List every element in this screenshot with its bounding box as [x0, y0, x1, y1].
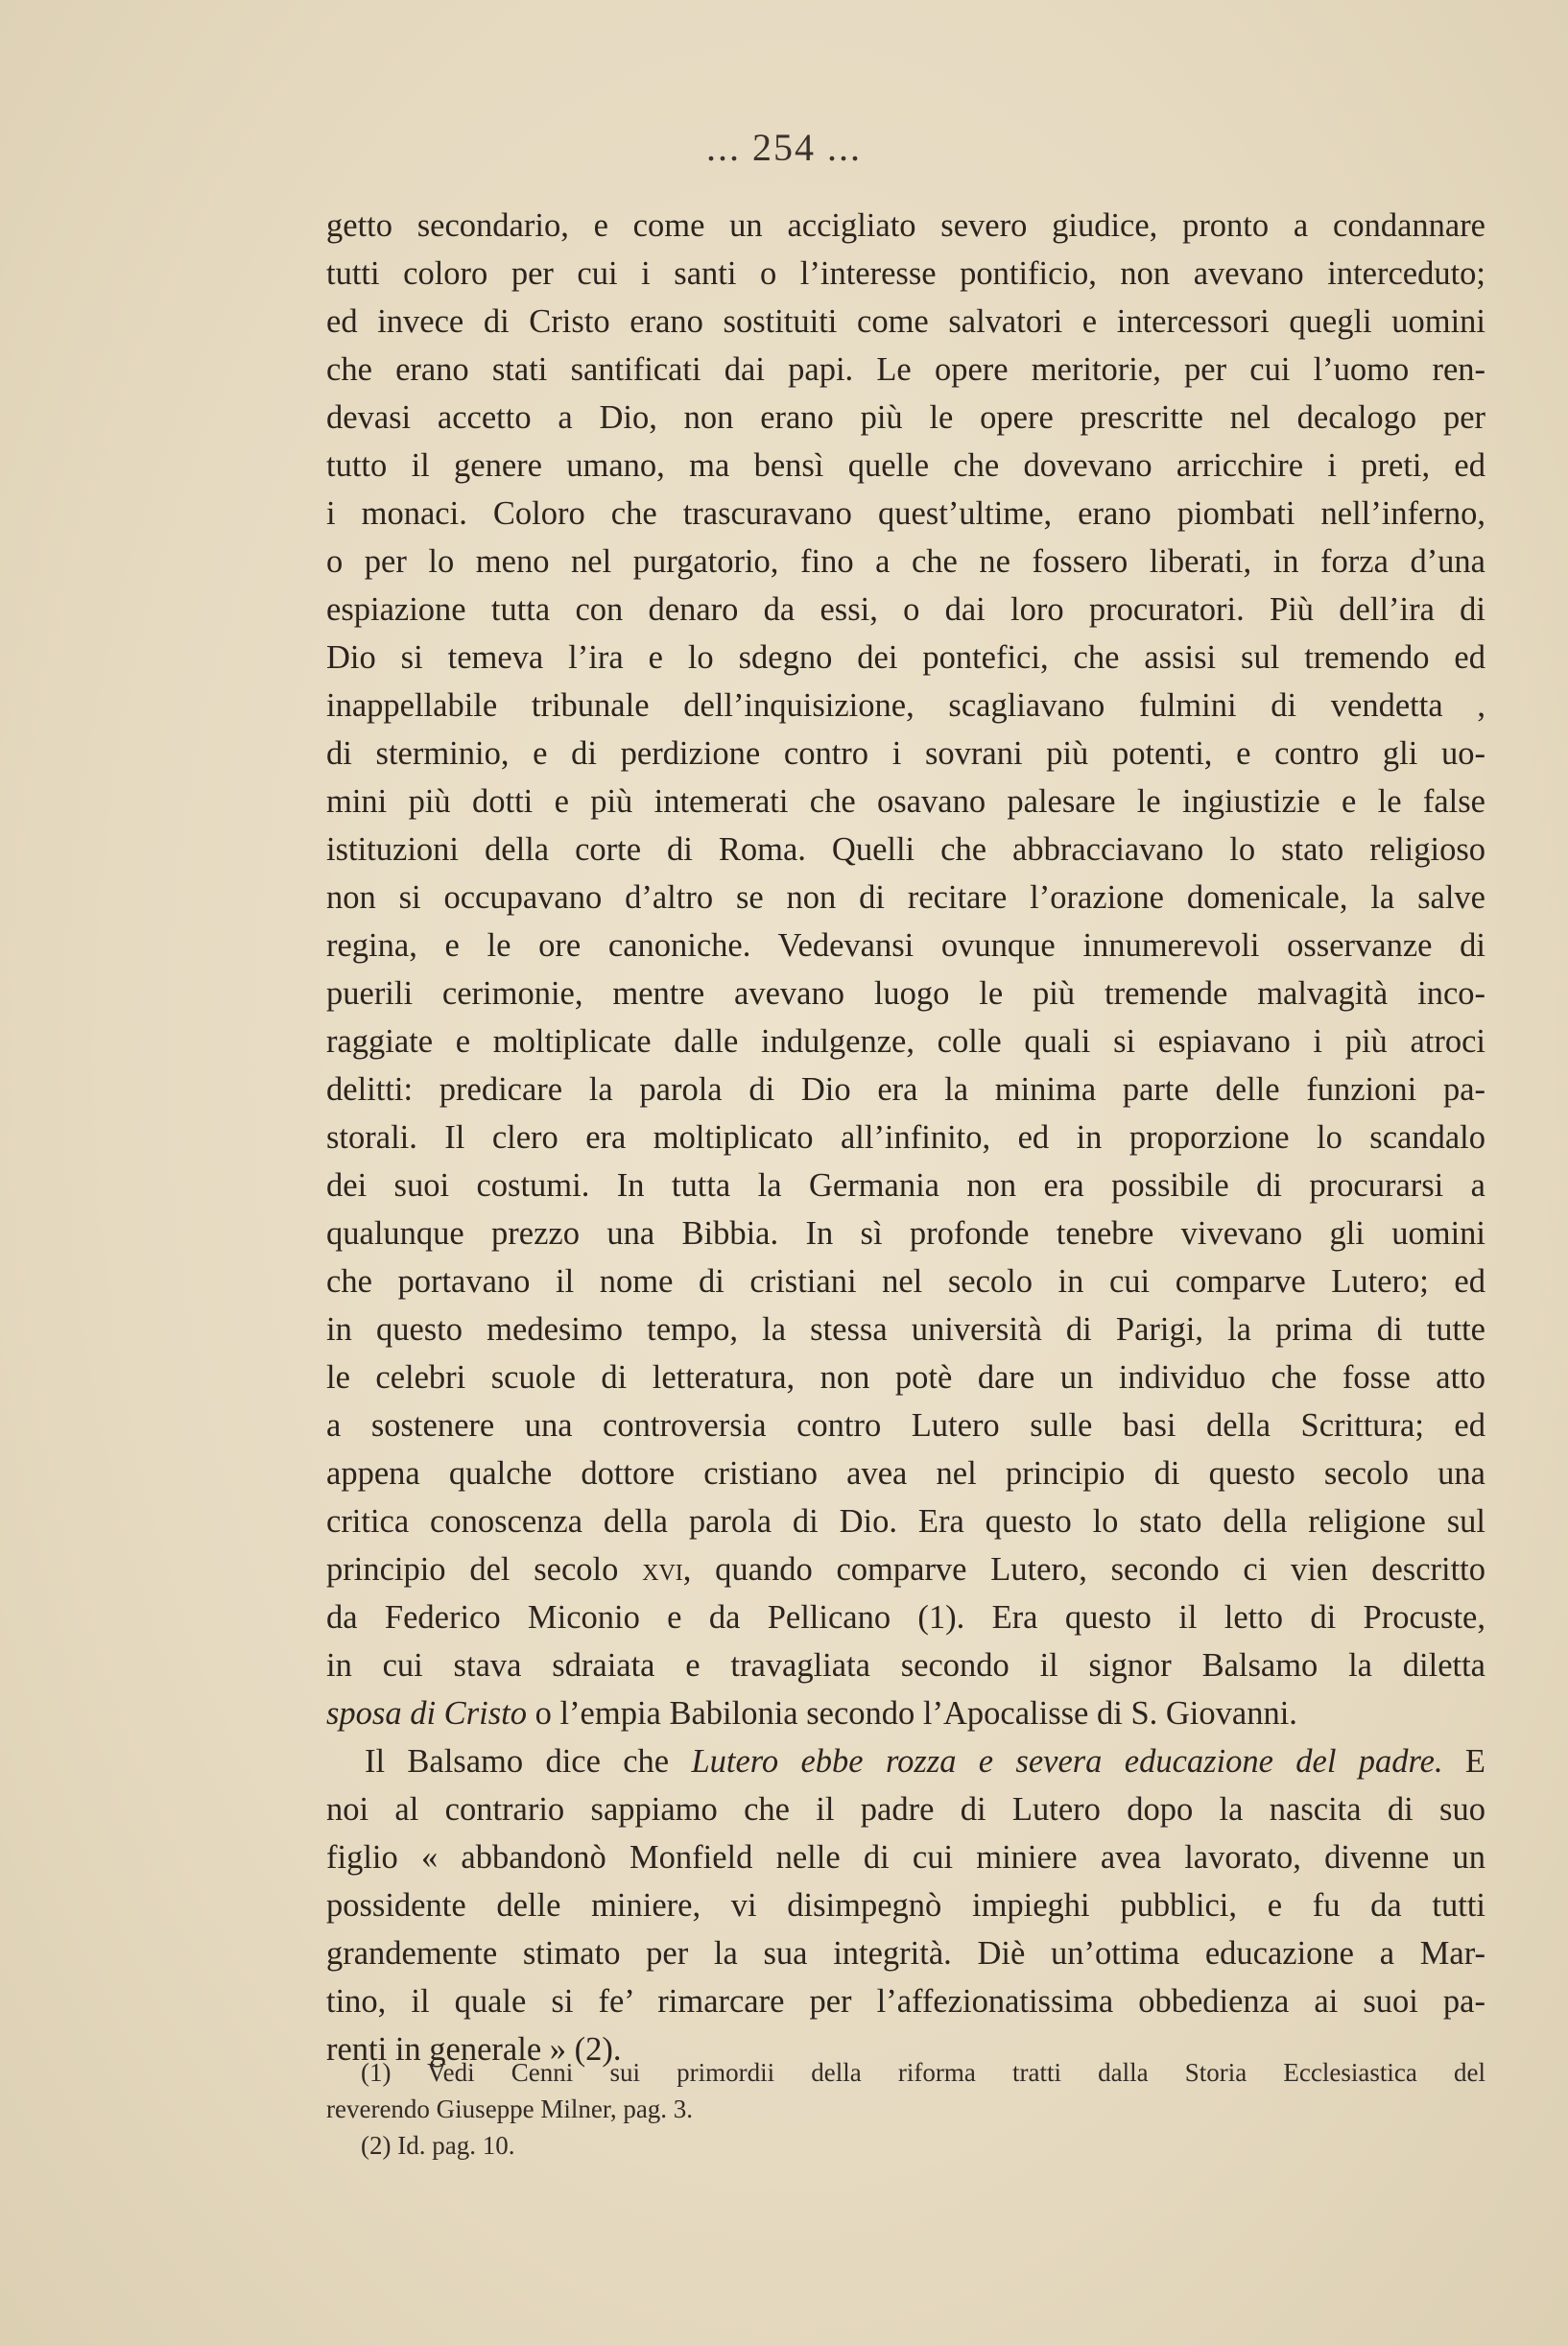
paragraph-start-line [326, 1737, 1485, 1785]
text-line [326, 1545, 1485, 1593]
text-line: getto secondario, e come un accigliato severo giudice, pronto a condannare [326, 207, 1485, 244]
text-line: critica conoscenza della parola di Dio. Era questo lo stato della religione sul [326, 1503, 1485, 1540]
text-line: puerili cerimonie, mentre avevano luogo le più tremende malvagità inco- [326, 975, 1485, 1012]
main-text [326, 202, 1485, 2073]
text-line: o per lo meno nel purgatorio, fino a che ne fossero liberati, in forza d’una [326, 543, 1485, 580]
text-line: tutti coloro per cui i santi o l’interesse pontificio, non avevano interceduto; [326, 255, 1485, 292]
footnote: (1) Vedi Cenni sui primordii della riforma tratti dalla Storia Ecclesiastica del [361, 2058, 1485, 2087]
page-number: ... 254 ... [706, 126, 862, 169]
text-line: qualunque prezzo una Bibbia. In sì profonde tenebre vivevano gli uomini [326, 1215, 1485, 1252]
text-line: non si occupavano d’altro se non di recitare l’orazione domenicale, la salve [326, 879, 1485, 916]
text-run: E [1442, 1743, 1485, 1780]
footnote-continuation: reverendo Giuseppe Milner, pag. 3. [326, 2095, 694, 2123]
text-line: inappellabile tribunale dell’inquisizione, scagliavano fulmini di vendetta , [326, 687, 1485, 724]
text-run: principio del secolo [326, 1551, 643, 1588]
text-line: tutto il genere umano, ma bensì quelle che dovevano arricchire i preti, ed [326, 447, 1485, 484]
text-line: che portavano il nome di cristiani nel secolo in cui comparve Lutero; ed [326, 1263, 1485, 1300]
text-line: a sostenere una controversia contro Lutero sulle basi della Scrittura; ed [326, 1407, 1485, 1444]
italic-phrase: sposa di Cristo [326, 1695, 527, 1732]
text-line: noi al contrario sappiamo che il padre di Lutero dopo la nascita di suo [326, 1791, 1485, 1828]
text-line: storali. Il clero era moltiplicato all’infinito, ed in proporzione lo scandalo [326, 1119, 1485, 1156]
century-numeral: xvi [642, 1551, 683, 1588]
text-run: , quando comparve Lutero, secondo ci vien descritto [682, 1551, 1486, 1588]
text-line [326, 1689, 1485, 1737]
text-line: possidente delle miniere, vi disimpegnò impieghi pubblici, e fu da tutti [326, 1887, 1485, 1924]
text-line: appena qualche dottore cristiano avea nel principio di questo secolo una [326, 1455, 1485, 1492]
italic-phrase: Lutero ebbe rozza e severa educazione del padre. [691, 1743, 1443, 1780]
text-line: renti in generale » (2). [326, 2031, 622, 2068]
text-line: grandemente stimato per la sua integrità. Diè un’ottima educazione a Mar- [326, 1935, 1485, 1972]
footnotes [326, 2054, 1485, 2164]
text-line: mini più dotti e più intemerati che osavano palesare le ingiustizie e le false [326, 783, 1485, 820]
text-line: tino, il quale si fe’ rimarcare per l’affezionatissima obbedienza ai suoi pa- [326, 1983, 1485, 2020]
text-run: o l’empia Babilonia secondo l’Apocalisse di S. Giovanni. [526, 1695, 1297, 1732]
text-line: dei suoi costumi. In tutta la Germania non era possibile di procurarsi a [326, 1167, 1485, 1204]
text-line: istituzioni della corte di Roma. Quelli che abbracciavano lo stato religioso [326, 831, 1485, 868]
text-line: in questo medesimo tempo, la stessa università di Parigi, la prima di tutte [326, 1311, 1485, 1348]
text-run: Il Balsamo dice che [365, 1743, 692, 1780]
text-line: devasi accetto a Dio, non erano più le opere prescritte nel decalogo per [326, 399, 1485, 436]
text-line: da Federico Miconio e da Pellicano (1). Era questo il letto di Procuste, [326, 1599, 1485, 1636]
text-line: raggiate e moltiplicate dalle indulgenze, colle quali si espiavano i più atroci [326, 1023, 1485, 1060]
text-line: espiazione tutta con denaro da essi, o dai loro procuratori. Più dell’ira di [326, 591, 1485, 628]
text-line: ed invece di Cristo erano sostituiti come salvatori e intercessori quegli uomini [326, 303, 1485, 340]
text-line: regina, e le ore canoniche. Vedevansi ovunque innumerevoli osservanze di [326, 927, 1485, 964]
text-line: figlio « abbandonò Monfield nelle di cui miniere avea lavorato, divenne un [326, 1839, 1485, 1876]
text-line: di sterminio, e di perdizione contro i sovrani più potenti, e contro gli uo- [326, 735, 1485, 772]
text-line: Dio si temeva l’ira e lo sdegno dei pontefici, che assisi sul tremendo ed [326, 639, 1485, 676]
text-line: che erano stati santificati dai papi. Le opere meritorie, per cui l’uomo ren- [326, 351, 1485, 388]
footnote: (2) Id. pag. 10. [361, 2131, 515, 2160]
text-line: in cui stava sdraiata e travagliata secondo il signor Balsamo la diletta [326, 1647, 1485, 1684]
text-line: delitti: predicare la parola di Dio era la minima parte delle funzioni pa- [326, 1071, 1485, 1108]
text-line: i monaci. Coloro che trascuravano quest’ultime, erano piombati nell’inferno, [326, 495, 1485, 532]
text-line: le celebri scuole di letteratura, non potè dare un individuo che fosse atto [326, 1359, 1485, 1396]
